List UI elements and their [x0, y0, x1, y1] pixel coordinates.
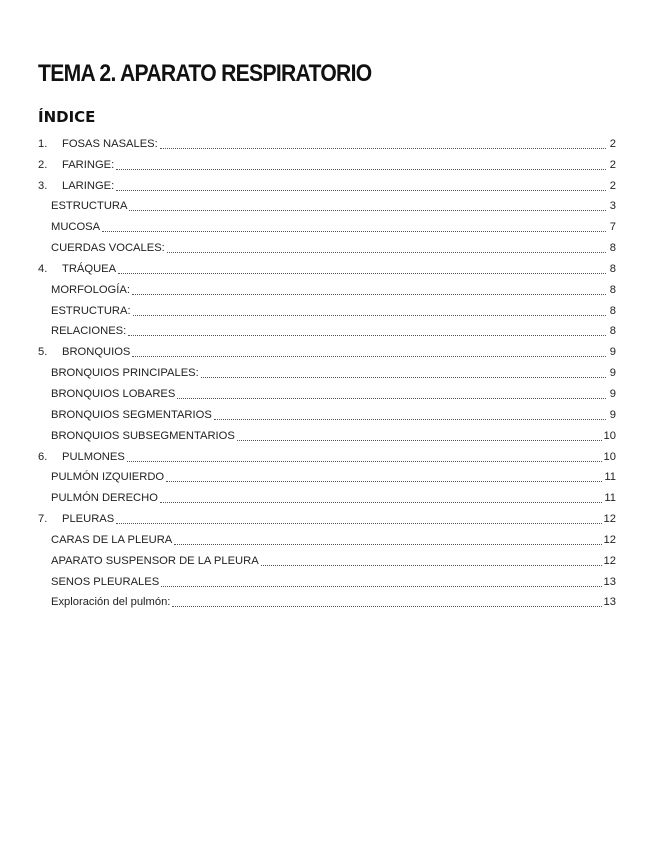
toc-entry-label: RELACIONES:: [51, 325, 127, 338]
toc-entry[interactable]: [38, 151, 616, 172]
toc-dot-leader: [132, 356, 606, 357]
toc-entry-label: PLEURAS: [62, 513, 115, 526]
toc-entry[interactable]: [38, 505, 616, 526]
toc-entry-label: BRONQUIOS SEGMENTARIOS: [51, 408, 212, 421]
toc-entry-page: 8: [609, 283, 616, 296]
toc-dot-leader: [116, 523, 601, 524]
toc-entry-number: 2.: [38, 158, 48, 171]
toc-entry-label: CARAS DE LA PLEURA: [51, 533, 173, 546]
toc-entry-page: 13: [603, 575, 616, 588]
toc-dot-leader: [161, 586, 601, 587]
toc-dot-leader: [127, 461, 602, 462]
toc-dot-leader: [177, 398, 606, 399]
toc-dot-leader: [133, 315, 606, 316]
toc-entry-number: 7.: [38, 513, 48, 526]
toc-entry-page: 8: [609, 304, 616, 317]
toc-dot-leader: [160, 148, 606, 149]
toc-dot-leader: [214, 419, 606, 420]
toc-entry-page: 8: [609, 325, 616, 338]
toc-dot-leader: [160, 502, 602, 503]
toc-entry-label: PULMÓN DERECHO: [51, 492, 158, 505]
toc-entry[interactable]: [38, 589, 616, 610]
toc-entry[interactable]: [38, 443, 616, 464]
toc-entry-number: 3.: [38, 179, 48, 192]
toc-entry[interactable]: [38, 526, 616, 547]
toc-entry-label: CUERDAS VOCALES:: [51, 242, 165, 255]
toc-dot-leader: [166, 481, 602, 482]
toc-dot-leader: [201, 377, 606, 378]
toc-entry-label: SENOS PLEURALES: [51, 575, 160, 588]
toc-dot-leader: [174, 544, 601, 545]
toc-entry-page: 10: [603, 450, 616, 463]
toc-entry-label: PULMÓN IZQUIERDO: [51, 471, 165, 484]
toc-entry-label: ESTRUCTURA: [51, 200, 128, 213]
toc-entry[interactable]: [38, 401, 616, 422]
toc-entry[interactable]: [38, 464, 616, 485]
toc-entry-page: 3: [609, 200, 616, 213]
toc-entry-page: 9: [609, 408, 616, 421]
table-of-contents: [38, 130, 616, 609]
toc-entry-page: 7: [609, 221, 616, 234]
toc-entry-label: MUCOSA: [51, 221, 101, 234]
toc-entry-label: BRONQUIOS PRINCIPALES:: [51, 367, 199, 380]
toc-entry[interactable]: [38, 255, 616, 276]
toc-entry-label: FOSAS NASALES:: [62, 137, 158, 150]
toc-entry-number: 5.: [38, 346, 48, 359]
toc-entry-label: BRONQUIOS SUBSEGMENTARIOS: [51, 429, 235, 442]
toc-entry-label: BRONQUIOS: [62, 346, 131, 359]
toc-entry[interactable]: [38, 297, 616, 318]
toc-entry-page: 8: [609, 262, 616, 275]
toc-dot-leader: [261, 565, 602, 566]
index-heading: ÍNDICE: [38, 108, 96, 126]
toc-entry-label: FARINGE:: [62, 158, 115, 171]
toc-entry-page: 11: [604, 471, 616, 484]
toc-dot-leader: [167, 252, 606, 253]
toc-dot-leader: [118, 273, 606, 274]
toc-entry-page: 13: [603, 596, 616, 609]
toc-entry-page: 8: [609, 242, 616, 255]
toc-entry[interactable]: [38, 359, 616, 380]
toc-entry-page: 9: [609, 346, 616, 359]
toc-entry-page: 10: [603, 429, 616, 442]
toc-dot-leader: [237, 440, 602, 441]
toc-entry-label: TRÁQUEA: [62, 262, 117, 275]
toc-entry-label: BRONQUIOS LOBARES: [51, 387, 176, 400]
toc-entry[interactable]: [38, 484, 616, 505]
document-title: TEMA 2. APARATO RESPIRATORIO: [38, 60, 372, 87]
toc-entry[interactable]: [38, 547, 616, 568]
toc-entry-page: 2: [609, 158, 616, 171]
toc-dot-leader: [129, 210, 606, 211]
toc-entry[interactable]: [38, 318, 616, 339]
toc-entry[interactable]: [38, 193, 616, 214]
toc-dot-leader: [116, 169, 606, 170]
toc-entry-label: Exploración del pulmón:: [51, 596, 171, 609]
toc-dot-leader: [102, 231, 606, 232]
toc-dot-leader: [128, 335, 606, 336]
toc-entry[interactable]: [38, 422, 616, 443]
toc-entry-page: 12: [603, 554, 616, 567]
toc-entry-number: 1.: [38, 137, 48, 150]
toc-entry[interactable]: [38, 380, 616, 401]
toc-entry-label: ESTRUCTURA:: [51, 304, 131, 317]
toc-entry[interactable]: [38, 213, 616, 234]
toc-entry-page: 12: [603, 513, 616, 526]
toc-entry-number: 4.: [38, 262, 48, 275]
toc-entry-page: 9: [609, 387, 616, 400]
toc-entry[interactable]: [38, 276, 616, 297]
toc-dot-leader: [172, 606, 601, 607]
toc-dot-leader: [132, 294, 606, 295]
toc-entry-label: MORFOLOGÍA:: [51, 283, 130, 296]
toc-dot-leader: [116, 190, 606, 191]
toc-entry[interactable]: [38, 130, 616, 151]
toc-entry[interactable]: [38, 568, 616, 589]
toc-entry[interactable]: [38, 172, 616, 193]
toc-entry-label: APARATO SUSPENSOR DE LA PLEURA: [51, 554, 259, 567]
toc-entry[interactable]: [38, 234, 616, 255]
toc-entry-page: 2: [609, 179, 616, 192]
toc-entry-page: 12: [603, 533, 616, 546]
toc-entry[interactable]: [38, 338, 616, 359]
toc-entry-number: 6.: [38, 450, 48, 463]
toc-entry-label: LARINGE:: [62, 179, 115, 192]
toc-entry-label: PULMONES: [62, 450, 125, 463]
toc-entry-page: 2: [609, 137, 616, 150]
toc-entry-page: 9: [609, 367, 616, 380]
toc-entry-page: 11: [604, 492, 616, 505]
